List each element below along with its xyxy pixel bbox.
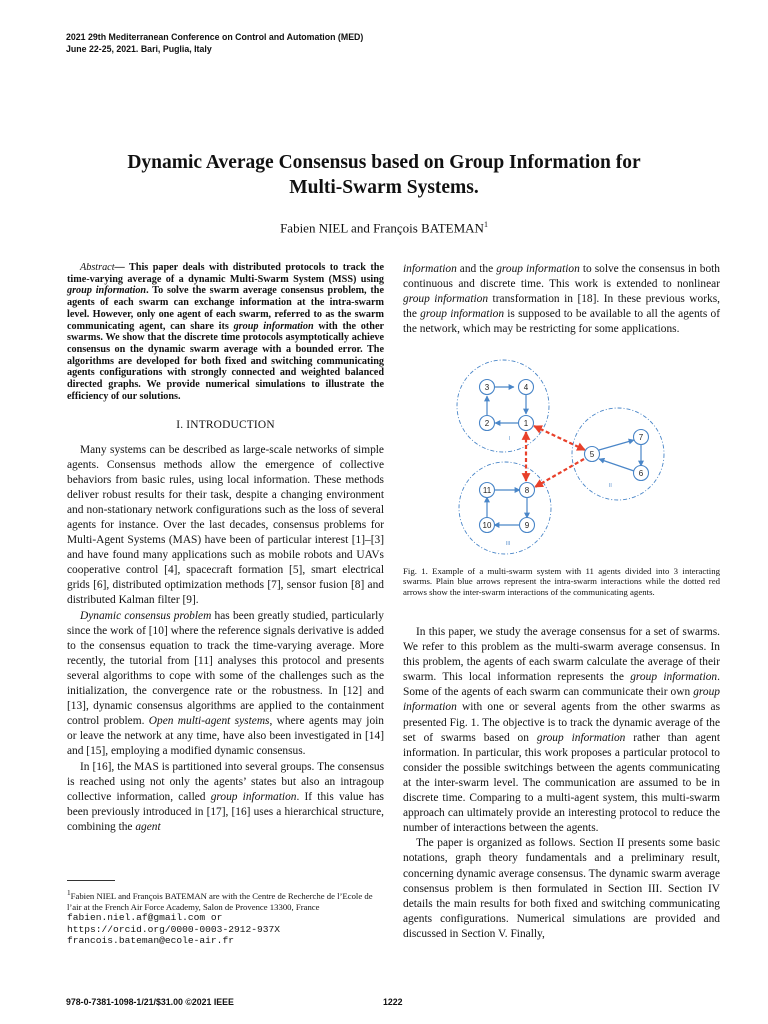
svg-text:1: 1 [523, 419, 529, 428]
intro-paragraph-1: Many systems can be described as large-scale networks of simple agents. Consensus methods allow the emergence of collective behaviors from basic rules, using local information. These methods deliver robust results for their task, despite a changing environment and non-stationary network configurations such as the loss of several agents for instance. Over the last decades, consensus problems for Multi-Agent Systems (MAS) have been of particular interest [1]–[3] and have found many applications such as mobile robots and UAVs cooperative control [4], spacecraft formation [5], smart electrical grids [6], distributed optimization methods [7], sensor fusion [8] and distributed Kalman filter [9]. [67, 443, 384, 607]
abstract-dash: — [114, 262, 130, 273]
svg-text:11: 11 [482, 486, 492, 495]
node-6 [634, 466, 649, 481]
svg-text:10: 10 [482, 521, 492, 530]
abstract-label: Abstract [80, 262, 115, 273]
node-9 [520, 518, 535, 533]
node-1 [519, 416, 534, 431]
svg-text:3: 3 [484, 383, 490, 392]
footnote [67, 888, 384, 947]
abstract-emphasis: group information [233, 320, 314, 332]
edge-6-5 [599, 459, 634, 471]
node-3 [480, 380, 495, 395]
swarm-label-2: II [609, 483, 612, 489]
abstract-text: This paper deals with distributed protocols to track the time-varying average of a dynamic Multi-Swarm System (MSS) using [67, 262, 384, 285]
author-footnote-mark: 1 [483, 220, 488, 229]
emphasis-text: group information [630, 671, 718, 684]
footnote-orcid-link[interactable]: https://orcid.org/0000-0003-2912-937X [67, 923, 281, 935]
abstract [67, 262, 384, 402]
body-text: , where agents may join or leave the network at any time, have also been investigated in [14] and [15], employing a modified dynamic consensus. [67, 715, 384, 758]
emphasis-text: group information [403, 686, 720, 714]
footer-isbn-copyright: 978-0-7381-1098-1/21/$31.00 ©2021 IEEE [66, 997, 234, 1007]
authors-names: Fabien NIEL and François BATEMAN [280, 220, 484, 236]
footnote-rule [67, 880, 115, 881]
swarm-label-3: III [506, 541, 511, 547]
body-text: . If this value has been previously introduced in [17], [16] uses a hierarchical structure, combining the [67, 790, 384, 833]
footnote-body: Fabien NIEL and François BATEMAN are with the Centre de Recherche de l’Ecole de l’air at the French Air Force Academy, Salon de Provence 13300, France [67, 890, 373, 912]
node-10 [480, 518, 495, 533]
title-line-1: Dynamic Average Consensus based on Group Information for [127, 152, 641, 173]
body-text: with one or several agents from the other swarms as presented Fig. 1. The objective is to track the dynamic average of the set of swarms based on [403, 701, 720, 744]
footnote-mark: 1 [67, 889, 71, 897]
emphasis-text: Dynamic consensus problem [80, 609, 212, 622]
footnote-text [67, 888, 384, 912]
emphasis-text: group information [496, 263, 580, 275]
body-text: In this paper, we study the average consensus for a set of swarms. We refer to this problem as the multi-swarm average consensus. In this problem, the agents of each swarm calculate the average of their swarm. This local information represents the [403, 626, 720, 684]
body-text: is supposed to be available to all the agents of the network, which may be restricting for some applications. [403, 308, 720, 336]
emphasis-text: group information [403, 293, 489, 306]
abstract-text: with the other swarms. We show that the discrete time protocols asymptotically achieve consensus on the dynamic swarm average with a bounded error. The algorithms are developed for both fixed and switching communicating agents configurations with strongly connected and weighted balanced directed graphs. We provide numerical simulations to illustrate the efficiency of our solutions. [67, 320, 384, 402]
footnote-email-2[interactable]: francois.bateman@ecole-air.fr [67, 935, 234, 947]
right-column-bottom [403, 625, 720, 942]
node-2 [480, 416, 495, 431]
svg-text:5: 5 [589, 450, 595, 459]
body-text: has been greatly studied, particularly since the work of [10] where the reference signals derivative is added to the consensus equation to track the time-varying average. More recently, the tutorial from [11] analyses this protocol and presents several algorithms to cope with some of the challenges such as the initialization, the convergence rate or the robustness. In [12] and [13], dynamic consensus algorithms are applied to the containment control problem. [67, 609, 384, 728]
conference-dates: June 22-25, 2021. Bari, Puglia, Italy [66, 43, 212, 54]
emphasis-text: group information [536, 731, 626, 744]
conference-name: 2021 29th Mediterranean Conference on Control and Automation (MED) [66, 32, 364, 42]
paper-authors [40, 220, 728, 236]
svg-text:8: 8 [524, 486, 530, 495]
svg-text:9: 9 [524, 521, 530, 530]
swarm-1-boundary [457, 360, 549, 452]
figure-1-multi-swarm-graph [403, 350, 720, 560]
intro-paragraph-3-continued [403, 262, 720, 337]
emphasis-text: agent [135, 820, 161, 833]
emphasis-text: group information [420, 308, 505, 321]
footnote-email-1[interactable]: fabien.niel.af@gmail.com or [67, 912, 223, 924]
node-11 [480, 483, 495, 498]
abstract-emphasis: group information [67, 285, 147, 297]
body-text: and the [456, 263, 497, 275]
inter-edge-1-5 [534, 426, 585, 450]
figure-1-caption: Fig. 1. Example of a multi-swarm system with 11 agents divided into 3 interacting swarms. Plain blue arrows represent the intra-swarm interactions while the dotted red arrows show the inter-swarm interactions of the communicating agents. [403, 566, 720, 597]
svg-text:6: 6 [638, 469, 644, 478]
section-heading-introduction: I. INTRODUCTION [176, 419, 275, 432]
node-8 [520, 483, 535, 498]
svg-text:7: 7 [638, 433, 644, 442]
swarm-label-1: I [509, 436, 511, 442]
intro-paragraph-5: The paper is organized as follows. Section II presents some basic notations, graph theory fundamentals and a preliminary result, concerning dynamic average consensus. The dynamic swarm average consensus problem is then formulated in Section III. Section IV details the main results for both fixed and switching communicating agents configurations. Numerical simulations are provided and discussed in Section V. Finally, [403, 837, 720, 940]
node-5 [585, 447, 600, 462]
conference-header [66, 32, 363, 55]
intro-paragraph-4 [403, 625, 720, 836]
svg-text:4: 4 [523, 383, 529, 392]
body-text: rather than agent information. In particular, this work proposes a particular protocol to consider the possible switchings between the agents communicating at the inter-swarm level. The communication are assumed to be in discrete time. Comparing to a multi-agent system, this multi-swarm approach can ultimately provide an interesting protocol to reduce the number of interactions between the agents. [403, 731, 720, 835]
right-column-top [403, 262, 720, 337]
svg-text:2: 2 [484, 419, 490, 428]
node-7 [634, 430, 649, 445]
node-4 [519, 380, 534, 395]
abstract-text: . To solve the swarm average consensus problem, the agents of each swarm can exchange information at the intra-swarm level. However, only one agent of each swarm, referred to as the swarm communicating agent, can share its [67, 285, 384, 332]
intro-paragraph-2 [67, 609, 384, 760]
emphasis-text: Open multi-agent systems [148, 715, 270, 728]
body-text: to solve the consensus in both continuous and discrete time. This work is extended to nonlinear [403, 263, 721, 291]
title-line-2: Multi-Swarm Systems. [289, 177, 479, 198]
emphasis-text: group information [210, 790, 297, 803]
body-text: . Some of the agents of each swarm can communicate their own [403, 671, 720, 699]
body-text: transformation in [18]. In these previous works, the [403, 293, 720, 321]
swarm-3-boundary [459, 462, 551, 554]
body-text: In [16], the MAS is partitioned into several groups. The consensus is reached using not only the agents’ states but also an intragoup collective information, called [67, 760, 384, 803]
left-column [67, 262, 384, 835]
emphasis-text: information [403, 263, 457, 275]
intro-paragraph-3 [67, 760, 384, 835]
inter-edge-5-8 [535, 459, 584, 487]
edge-5-7 [599, 440, 634, 450]
paper-title [40, 150, 728, 200]
page-number: 1222 [383, 997, 403, 1007]
